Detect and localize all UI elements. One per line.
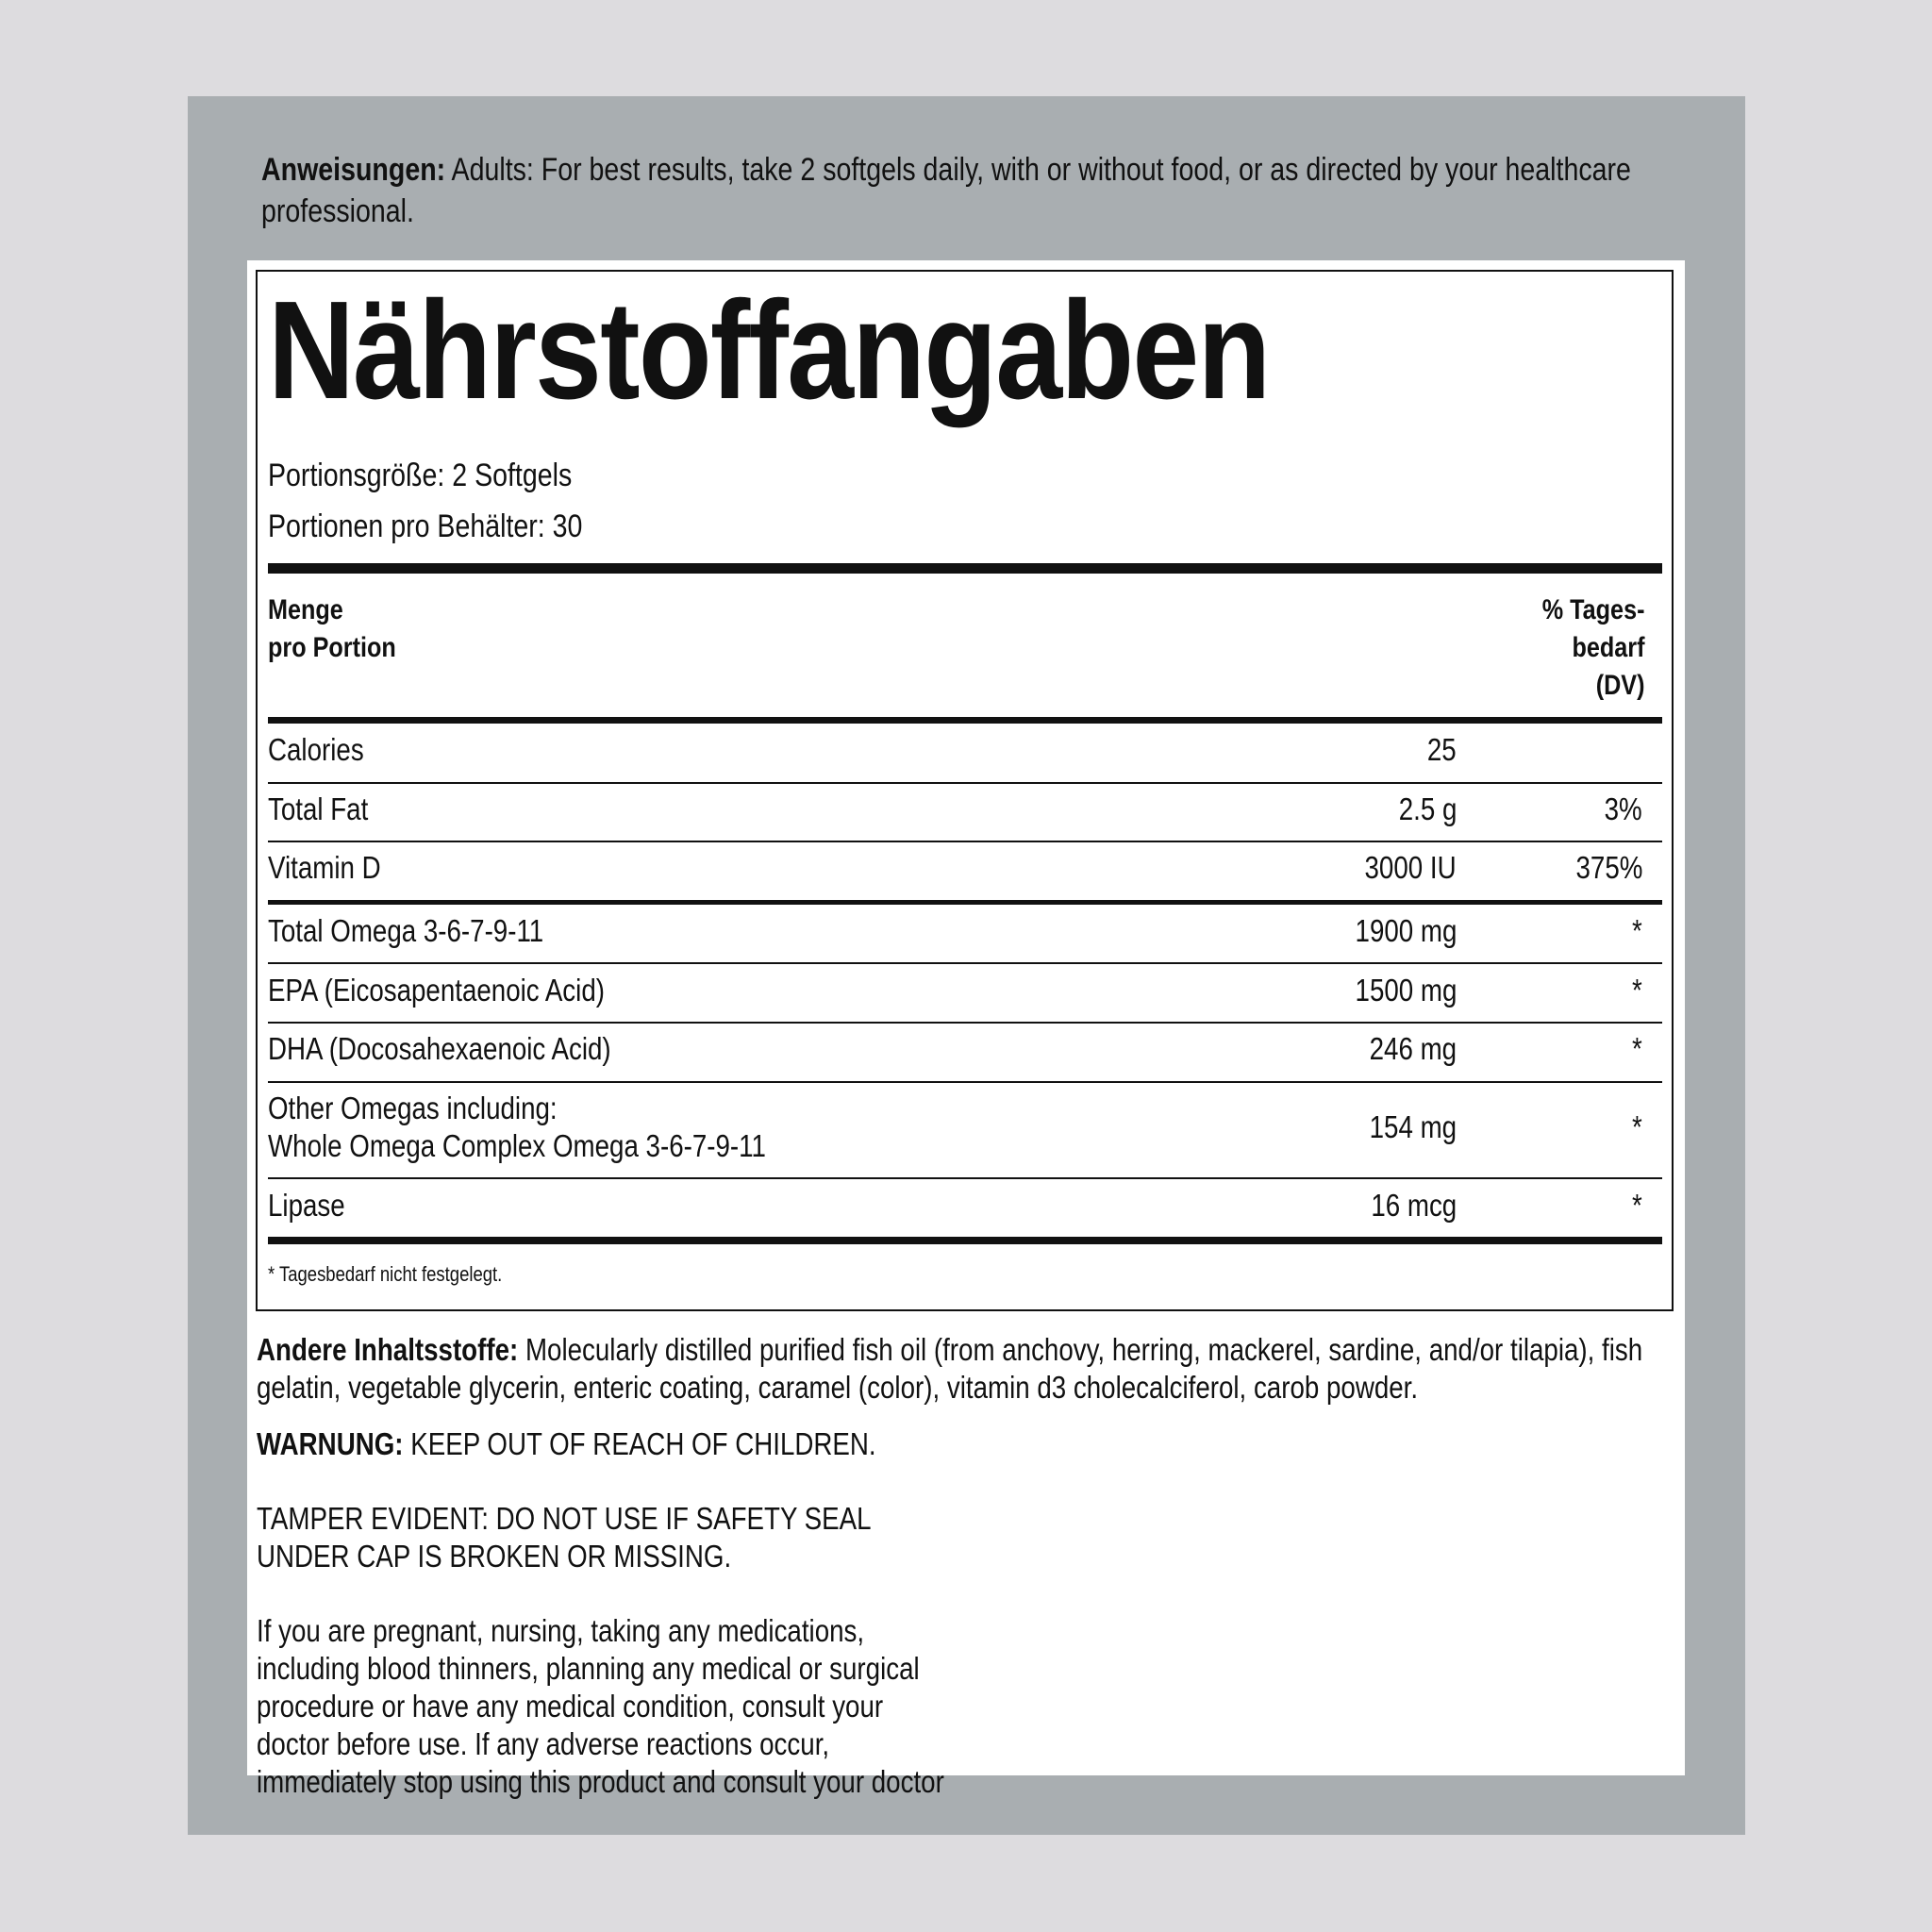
nutrient-name: Total Fat	[268, 791, 369, 826]
nutrient-amount: 154 mg	[1369, 1109, 1457, 1144]
warning-body: KEEP OUT OF REACH OF CHILDREN.	[403, 1426, 876, 1461]
warning	[257, 1425, 1683, 1463]
directions-body: Adults: For best results, take 2 softgels daily, with or without food, or as directed by your healthcare professional.	[261, 152, 1631, 229]
nutrient-amount: 2.5 g	[1398, 791, 1457, 826]
nutrient-amount: 1900 mg	[1355, 913, 1457, 948]
nutrient-name: Lipase	[268, 1188, 345, 1223]
nutrient-amount: 25	[1427, 732, 1457, 767]
other-ingredients-label: Andere Inhaltsstoffe:	[257, 1332, 519, 1367]
other-ingredients-body: Molecularly distilled purified fish oil (from anchovy, herring, mackerel, sardine, and/or tilapia), fish gelatin, vegetable glycerin, enteric coating, caramel (color), vitamin d3 cholecalciferol, carob powder.	[257, 1332, 1643, 1405]
section-divider	[268, 900, 1662, 905]
nutrient-dv: 3%	[1604, 791, 1642, 826]
nutrient-amount: 246 mg	[1369, 1031, 1457, 1066]
nutrient-name: Calories	[268, 732, 364, 767]
caution-text: If you are pregnant, nursing, taking any medications, including blood thinners, planning any medical or surgical procedure or have any medical condition, consult your doctor before use. If any adverse reactions occur, immediately stop using this product and consult your doctor	[257, 1613, 944, 1799]
nutrient-dv: *	[1632, 1031, 1642, 1066]
row-divider	[268, 841, 1662, 842]
directions-text	[261, 149, 1657, 232]
medium-divider	[268, 717, 1662, 724]
nutrient-name: Vitamin D	[268, 850, 381, 885]
bottom-divider	[268, 1237, 1662, 1244]
nutrient-name: Other Omegas including:	[268, 1091, 558, 1125]
nutrient-dv: *	[1632, 913, 1642, 948]
serving-size: Portionsgröße: 2 Softgels	[268, 458, 573, 493]
footnote: * Tagesbedarf nicht festgelegt.	[268, 1262, 503, 1286]
amount-header: Menge pro Portion	[268, 594, 396, 663]
nutrient-dv: *	[1632, 973, 1642, 1008]
nutrient-name: Total Omega 3-6-7-9-11	[268, 913, 544, 948]
nutrient-amount: 1500 mg	[1355, 973, 1457, 1008]
nutrient-amount: 16 mcg	[1371, 1188, 1457, 1223]
servings-per-container: Portionen pro Behälter: 30	[268, 508, 583, 544]
directions-label: Anweisungen:	[261, 152, 446, 188]
row-divider	[268, 962, 1662, 964]
nutrient-amount: 3000 IU	[1364, 850, 1457, 885]
row-divider	[268, 1177, 1662, 1179]
row-divider	[268, 1022, 1662, 1024]
tamper-evident-text: TAMPER EVIDENT: DO NOT USE IF SAFETY SEAL UNDER CAP IS BROKEN OR MISSING.	[257, 1501, 871, 1574]
facts-title: Nährstoffangaben	[268, 273, 1270, 428]
nutrient-dv: 375%	[1575, 850, 1642, 885]
nutrient-dv: *	[1632, 1188, 1642, 1223]
nutrient-name: DHA (Docosahexaenoic Acid)	[268, 1031, 611, 1066]
row-divider	[268, 1081, 1662, 1083]
warning-label: WARNUNG:	[257, 1426, 404, 1461]
thick-divider	[268, 563, 1662, 574]
dv-header: % Tages- bedarf (DV)	[1541, 594, 1644, 701]
nutrient-name-line2: Whole Omega Complex Omega 3-6-7-9-11	[268, 1128, 766, 1163]
other-ingredients	[257, 1331, 1683, 1407]
row-divider	[268, 782, 1662, 784]
nutrient-dv: *	[1632, 1109, 1642, 1144]
nutrient-name: EPA (Eicosapentaenoic Acid)	[268, 973, 605, 1008]
